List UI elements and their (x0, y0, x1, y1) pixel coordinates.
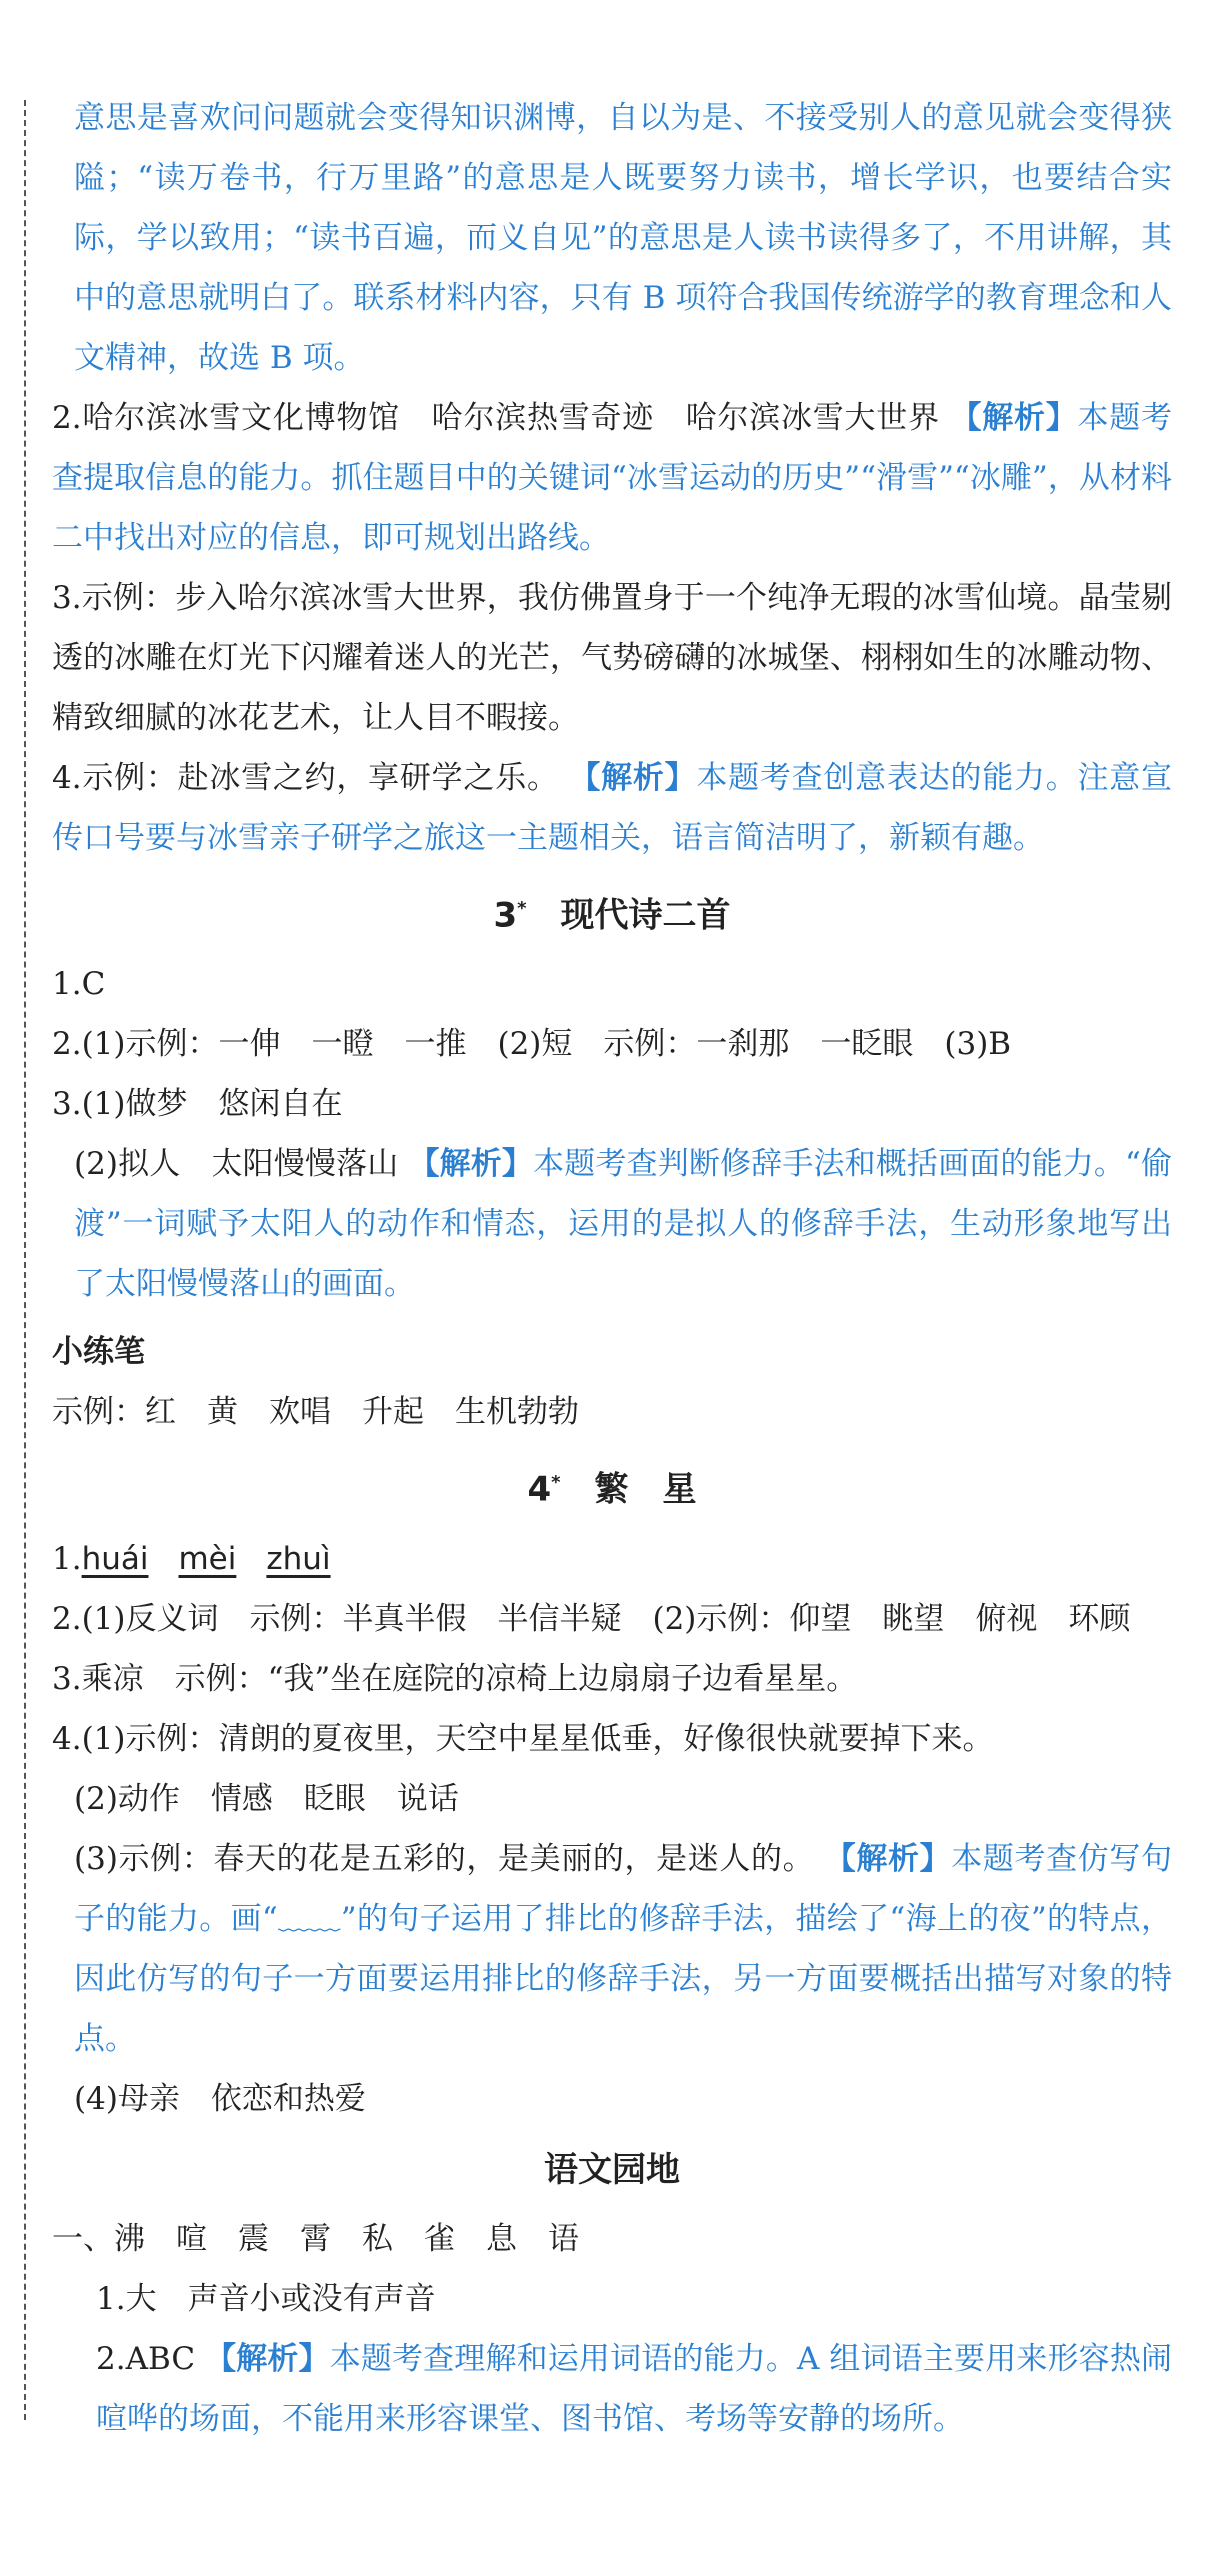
pinyin-3: zhuì (266, 1540, 331, 1577)
practice-title: 小练笔 (52, 1334, 145, 1371)
section-3-number: 3 (493, 895, 518, 936)
garden-title: 语文园地 (544, 2149, 680, 2190)
section-3-title (52, 876, 1172, 948)
s4-l6-analysis-b: ”的句子运用了排比的修辞手法，描绘了“海上的夜”的特点，因此仿写的句子一方面要运用排比的修辞手法，另一方面要概括出描写对象的特点。 (74, 1900, 1172, 2057)
q2-answer-block (52, 388, 1172, 568)
q4-analysis: 本题考查创意表达的能力。注意宣传口号要与冰雪亲子研学之旅这一主题相关，语言简洁明了，新颖有趣。 (52, 760, 1173, 856)
s4-line-4: 4.(1)示例：清朗的夏夜里，天空中星星低垂，好像很快就要掉下来。 (52, 1720, 994, 1757)
s4-l6-analysis-a: 本题考查仿写句子的能力。画“ (74, 1840, 1172, 1937)
s3-line-4 (52, 1134, 1172, 1314)
garden-line-2: 1.大 声音小或没有声音 (96, 2280, 436, 2317)
analysis-tag: 【解析】 (569, 760, 697, 796)
section-4-title (52, 1450, 1172, 1522)
s4-l6-answer: (3)示例：春天的花是五彩的，是美丽的，是迷人的。 (74, 1840, 815, 1877)
s3-line-1: 1.C (52, 966, 106, 1003)
q4-answer: 4.示例：赴冰雪之约，享研学之乐。 (52, 760, 559, 796)
garden-l3-analysis: 本题考查理解和运用词语的能力。A 组词语主要用来形容热闹喧哗的场面，不能用来形容课堂、图书馆、考场等安静的场所。 (96, 2340, 1172, 2437)
answer-content (52, 88, 1172, 2449)
practice-text: 示例：红 黄 欢唱 升起 生机勃勃 (52, 1394, 579, 1431)
s4-line-6 (52, 1829, 1172, 2069)
garden-line-1: 一、沸 喧 震 霄 私 雀 息 语 (52, 2220, 579, 2257)
section-4-number: 4 (527, 1469, 552, 1510)
s3-l4-answer: (2)拟人 太阳慢慢落山 (74, 1146, 399, 1183)
s4-line-3: 3.乘凉 示例：“我”坐在庭院的凉椅上边扇扇子边看星星。 (52, 1660, 858, 1697)
s3-line-3: 3.(1)做梦 悠闲自在 (52, 1086, 343, 1123)
analysis-tag: 【解析】 (205, 2340, 330, 2377)
section-4-name: 繁 星 (594, 1469, 697, 1510)
binding-dashed-line (24, 100, 26, 2420)
q2-answer: 2.哈尔滨冰雪文化博物馆 哈尔滨热雪奇迹 哈尔滨冰雪大世界 (52, 400, 940, 436)
wavy-underline-mark: ﹏﹏ (277, 1900, 341, 1937)
q4-answer-block (52, 748, 1172, 868)
analysis-tag: 【解析】 (408, 1146, 534, 1183)
analysis-tag: 【解析】 (950, 400, 1078, 436)
intro-analysis: 意思是喜欢问问题就会变得知识渊博，自以为是、不接受别人的意见就会变得狭隘；“读万卷书，行万里路”的意思是人既要努力读书，增长学识，也要结合实际，学以致用；“读书百遍，而义自见”的意思是人读书读得多了，不用讲解，其中的意思就明白了。联系材料内容，只有 B 项符合我国传统游学的教育理念和人文精神，故选 B 项。 (74, 100, 1172, 376)
s4-line-7: (4)母亲 依恋和热爱 (74, 2080, 366, 2117)
section-3-star: * (517, 898, 527, 919)
s4-line-2: 2.(1)反义词 示例：半真半假 半信半疑 (2)示例：仰望 眺望 俯视 环顾 (52, 1600, 1131, 1637)
garden-line-3 (52, 2329, 1172, 2449)
garden-l3-answer: 2.ABC (96, 2340, 196, 2377)
section-4-star: * (551, 1472, 561, 1494)
pinyin-2: mèi (178, 1540, 237, 1577)
q3-answer: 3.示例：步入哈尔滨冰雪大世界，我仿佛置身于一个纯净无瑕的冰雪仙境。晶莹剔透的冰雕在灯光下闪耀着迷人的光芒，气势磅礴的冰城堡、栩栩如生的冰雕动物、精致细腻的冰花艺术，让人目不暇接。 (52, 580, 1172, 736)
s4-l1-prefix: 1. (52, 1540, 82, 1577)
pinyin-1: huái (81, 1540, 149, 1577)
s3-l4-analysis: 本题考查判断修辞手法和概括画面的能力。“偷渡”一词赋予太阳人的动作和情态，运用的是拟人的修辞手法，生动形象地写出了太阳慢慢落山的画面。 (74, 1146, 1173, 1303)
s4-line-1 (52, 1529, 1172, 1589)
section-3-name: 现代诗二首 (560, 895, 731, 936)
q2-analysis: 本题考查提取信息的能力。抓住题目中的关键词“冰雪运动的历史”“滑雪”“冰雕”，从材料二中找出对应的信息，即可规划出路线。 (52, 400, 1173, 556)
s3-line-2: 2.(1)示例：一伸 一瞪 一推 (2)短 示例：一刹那 一眨眼 (3)B (52, 1026, 1012, 1063)
analysis-tag: 【解析】 (824, 1840, 952, 1877)
s4-line-5: (2)动作 情感 眨眼 说话 (74, 1780, 459, 1817)
